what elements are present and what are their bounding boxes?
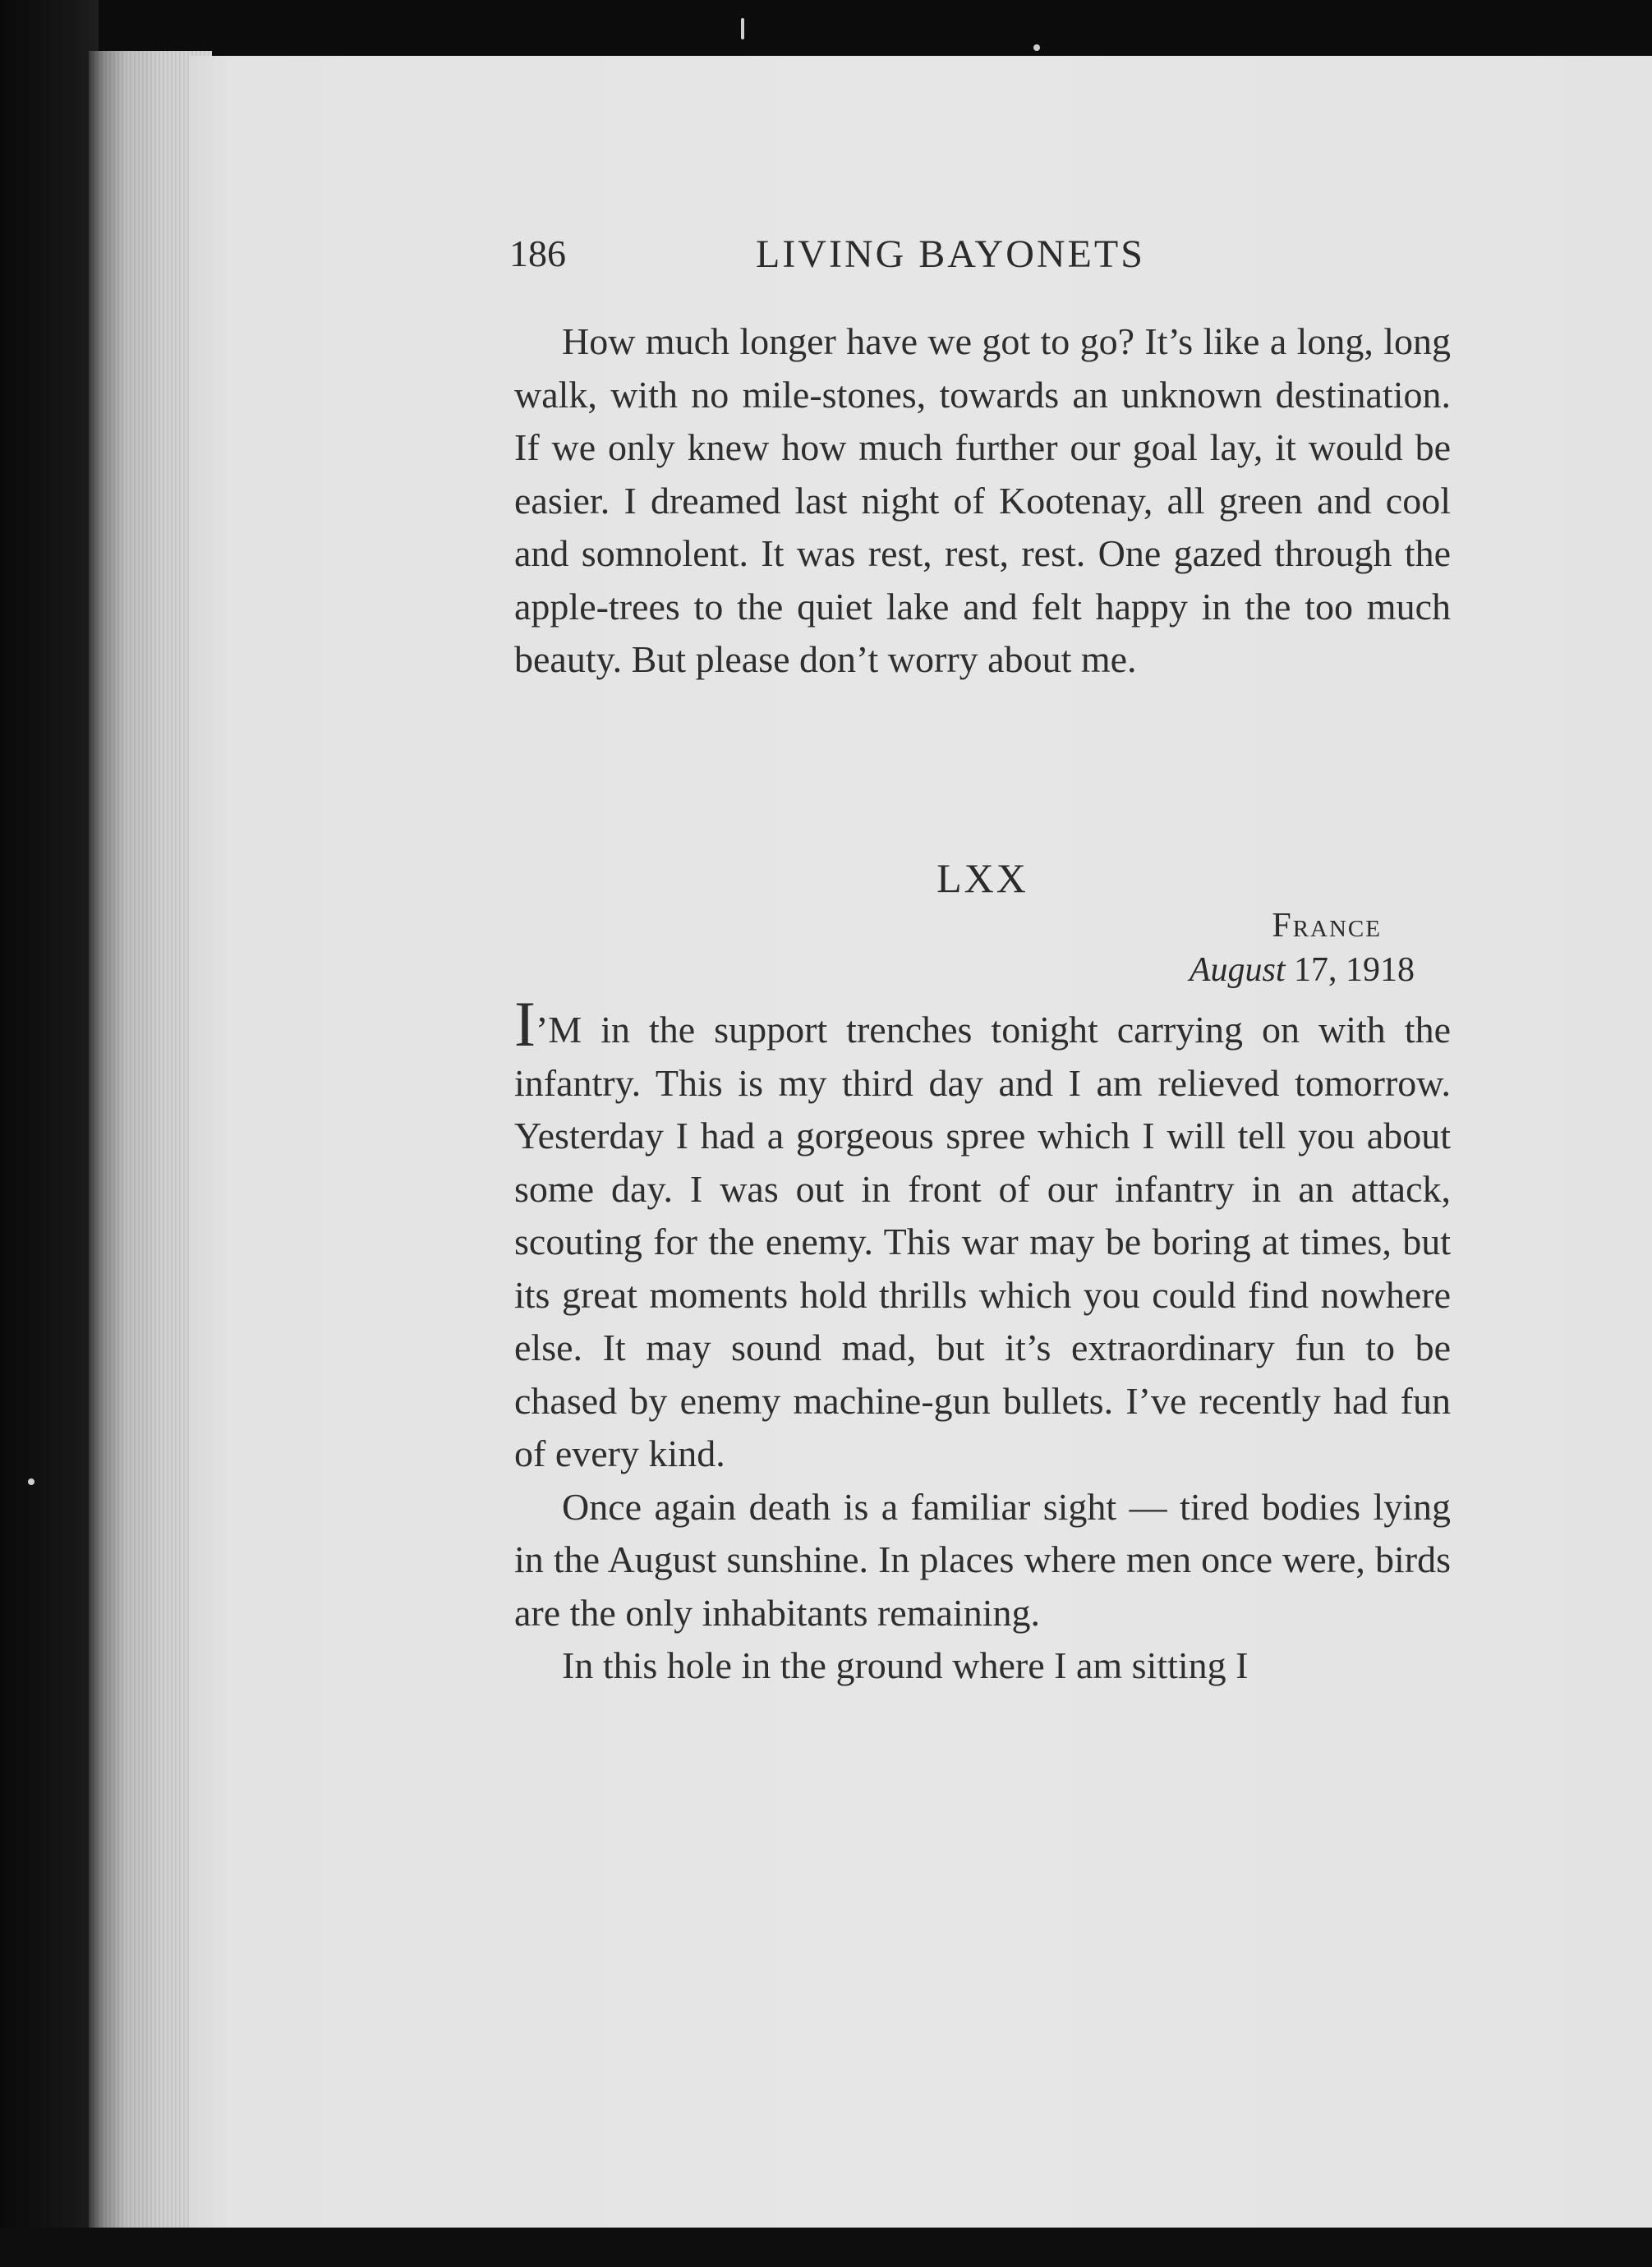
drop-cap: I	[514, 988, 536, 1060]
first-word-rest: ’M	[535, 1009, 582, 1051]
letter-body	[514, 988, 1451, 1693]
dateline-day-year: 17, 1918	[1285, 951, 1415, 989]
running-title: LIVING BAYONETS	[756, 232, 1145, 276]
letter-paragraph-3: In this hole in the ground where I am sitting I	[562, 1644, 1249, 1686]
scan-speck	[741, 18, 744, 39]
continuation-paragraph: How much longer have we got to go? It’s like a long, long walk, with no mile-stones, towards an unknown destination. If we only knew how much further our goal lay, it would be easier. I dreamed last night of Kootenay, all green and cool and somnolent. It was rest, rest, rest. One gazed through the apple-trees to the quiet lake and felt happy in the too much beauty. But please don’t worry about me.	[514, 320, 1451, 680]
dateline	[1035, 904, 1415, 992]
scan-speck	[28, 1478, 35, 1485]
scan-border-top	[0, 0, 1652, 59]
letter-paragraph-1	[514, 988, 1451, 1481]
letter-paragraph-1-text: in the support trenches tonight carrying on with the infantry. This is my third day and I am relieved tomorrow. Yesterday I had a gorgeous spree which I will tell you about some day. I was out in front of our infantry in an attack, scouting for the enemy. This war may be boring at times, but its great moments hold thrills which you could find nowhere else. It may sound mad, but it’s extraordinary fun to be chased by enemy machine-gun bullets. I’ve recently had fun of every kind.	[514, 1009, 1451, 1474]
scan-border-bottom	[0, 2228, 1652, 2267]
dateline-month: August	[1189, 951, 1286, 989]
continuation-text	[514, 315, 1451, 687]
scan-speck	[1033, 44, 1040, 51]
letter-number: LXX	[936, 855, 1028, 901]
dateline-date	[1035, 948, 1415, 992]
scan-border-left	[0, 0, 99, 2267]
page-number: 186	[509, 232, 566, 274]
letter-paragraph-2: Once again death is a familiar sight — tired bodies lying in the August sunshine. In places where men once were, birds are the only inhabitants remaining.	[514, 1485, 1451, 1634]
dateline-place: France	[1272, 907, 1382, 945]
running-head	[509, 232, 1462, 281]
